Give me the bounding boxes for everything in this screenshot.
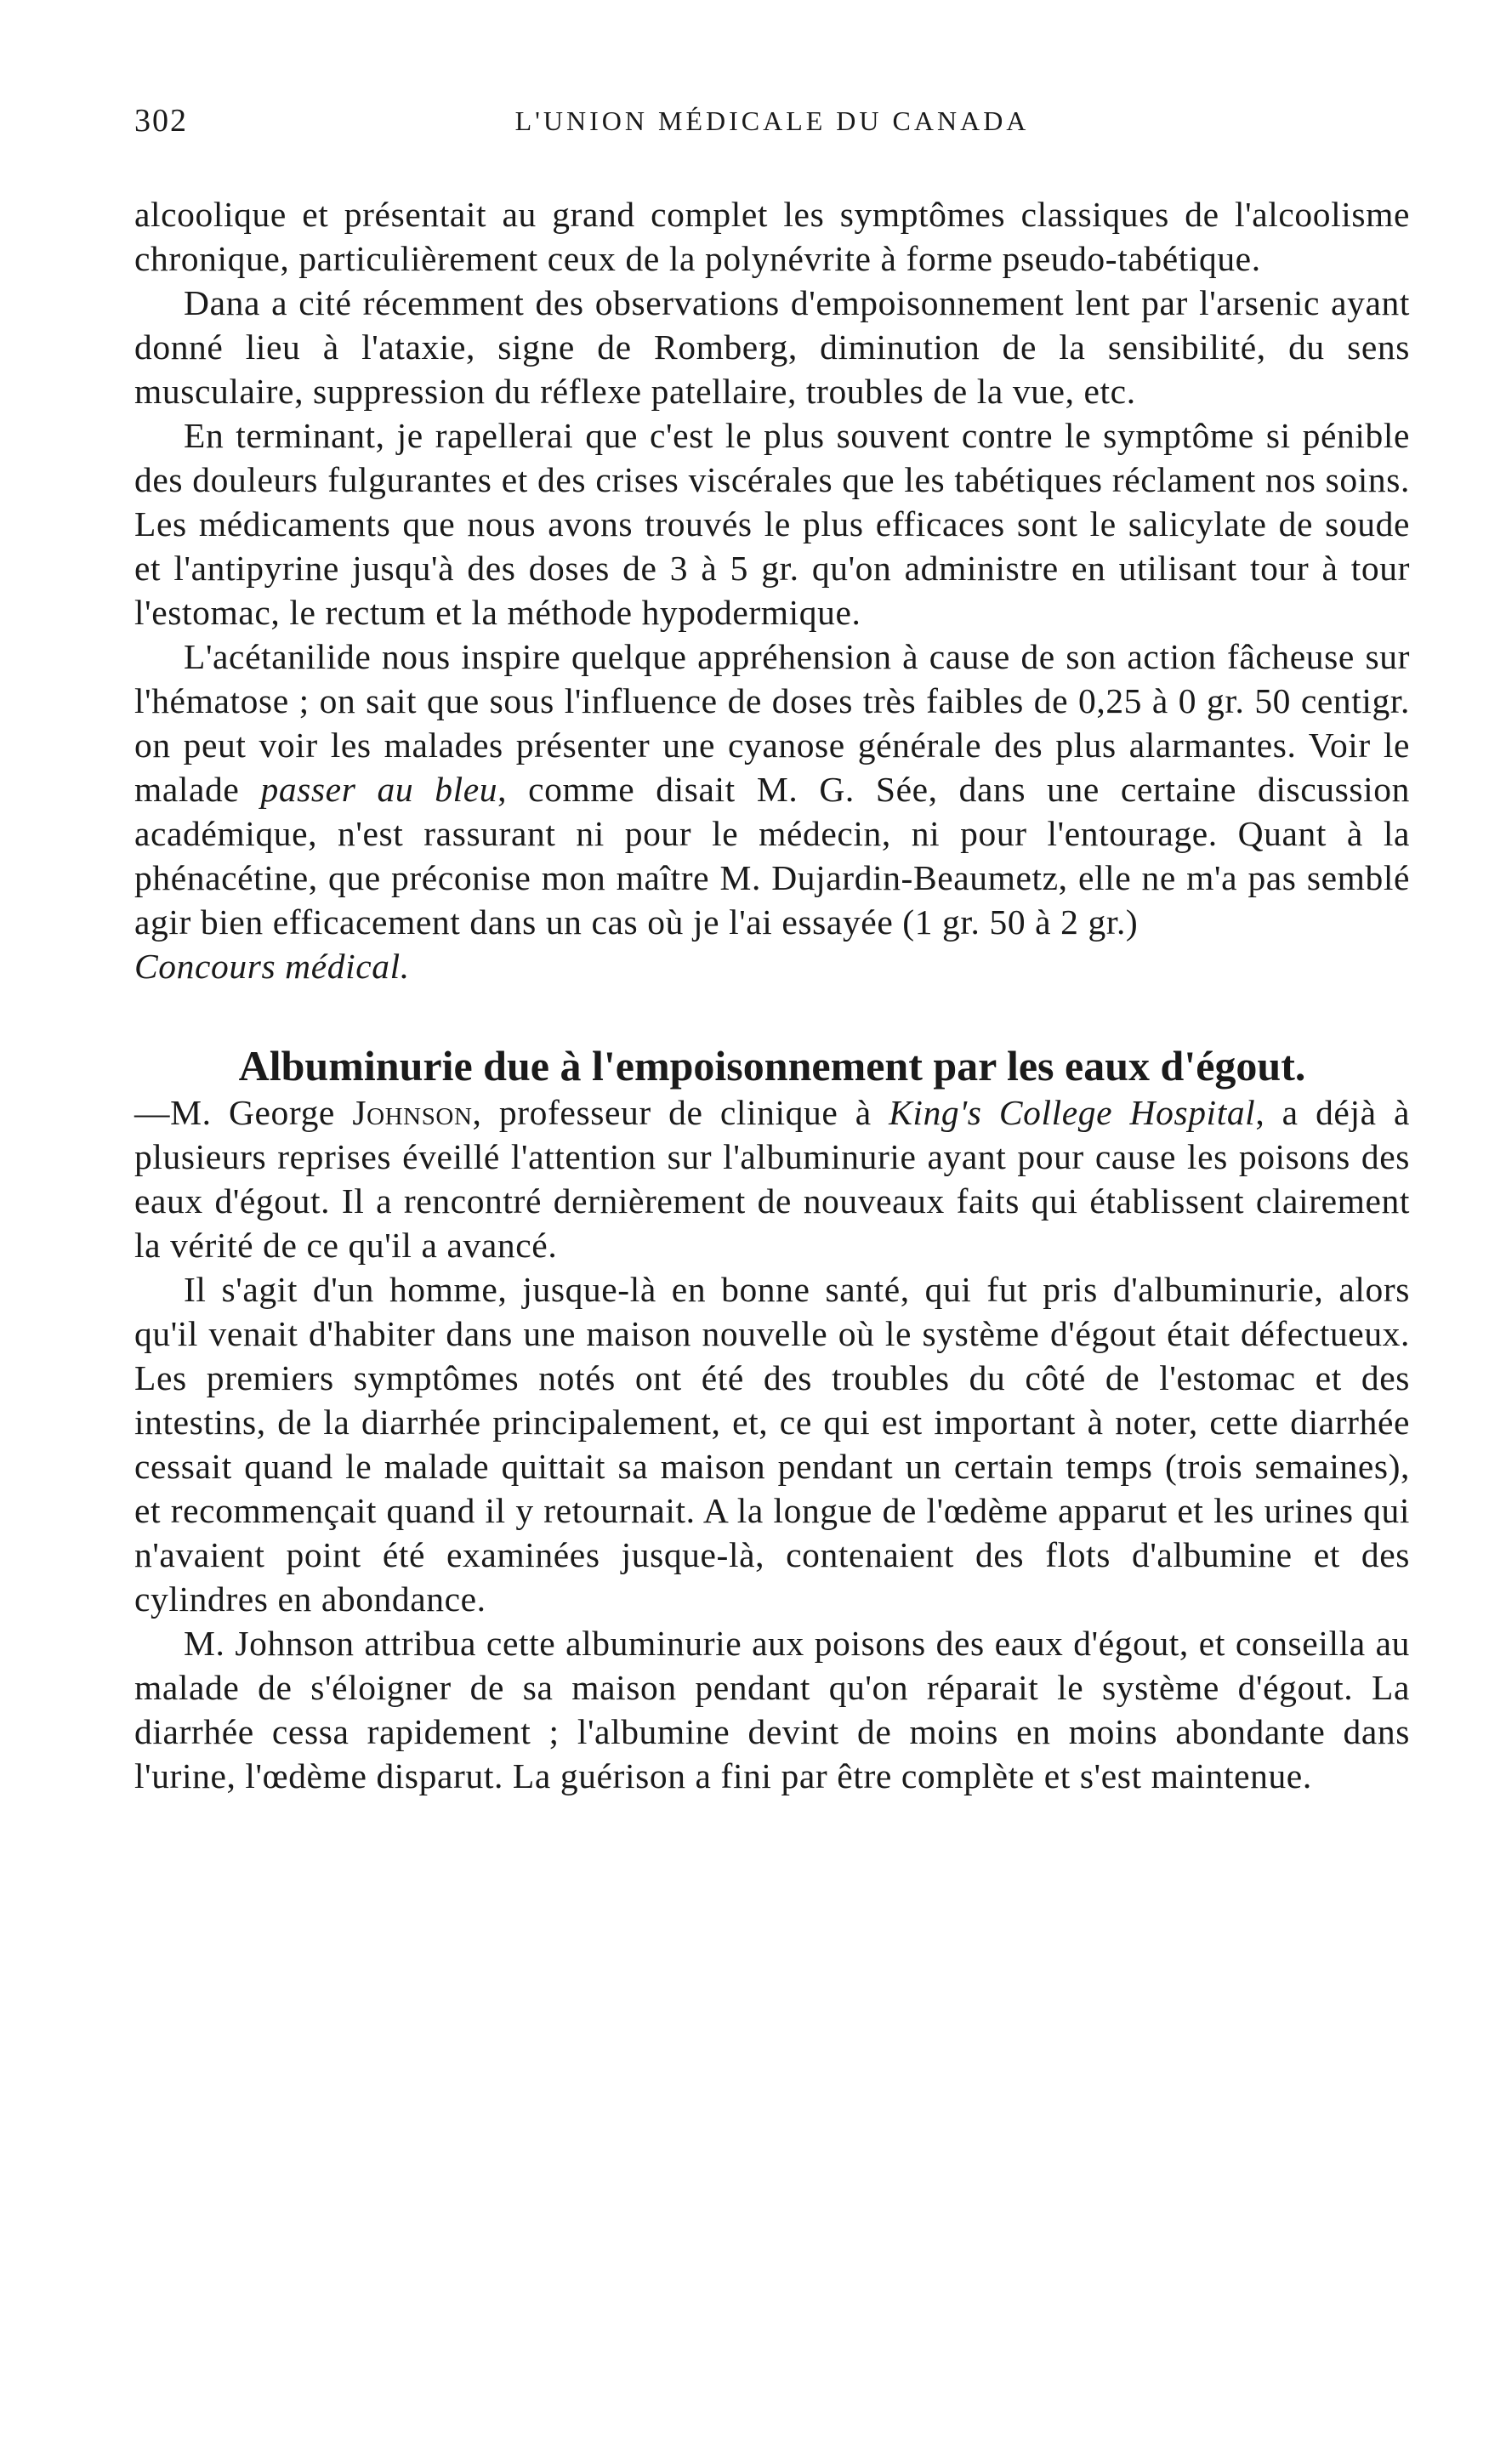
paragraph [134,1090,1410,1267]
source-signature: Concours médical. [134,947,410,986]
text-run: , comme disait M. G. Sée, dans une certaine discussion académique, n'est rassurant ni pour le médecin, ni pour l'entourage. Quant à la phénacétine, que préconise mon maître M. Dujardin-Beaumetz, elle ne m'a pas semblé agir bien efficacement dans un cas où je l'ai essayée (1 gr. 50 à 2 gr.) [134,770,1410,942]
paragraph: Dana a cité récemment des observations d'empoisonnement lent par l'arsenic ayant donné lieu à l'ataxie, signe de Romberg, diminution de la sensibilité, du sens musculaire, suppression du réflexe patellaire, troubles de la vue, etc. [134,283,1410,411]
document-page [134,102,1410,2416]
article-heading: Albuminurie due à l'empoisonnement par les eaux d'égout. [238,1042,1306,1090]
paragraph: M. Johnson attribua cette albuminurie aux poisons des eaux d'égout, et conseilla au malade de s'éloigner de sa maison pendant qu'on réparait le système d'égout. La diarrhée cessa rapidement ; l'albumine devint de moins en moins abondante dans l'urine, l'œdème disparut. La guérison a fini par être complète et s'est maintenue. [134,1624,1410,1795]
page-number: 302 [134,103,188,139]
text-run: —M. George [134,1093,353,1132]
text-run: , professeur de clinique à [472,1093,889,1132]
paragraph [134,634,1410,944]
paragraph: En terminant, je rapellerai que c'est le plus souvent contre le symptôme si pénible des douleurs fulgurantes et des crises viscérales que les tabétiques réclament nos soins. Les médicaments que nous avons trouvés le plus efficaces sont le salicylate de soude et l'antipyrine jusqu'à des doses de 3 à 5 gr. qu'on administre en utilisant tour à tour l'estomac, le rectum et la méthode hypodermique. [134,416,1410,632]
institution-name: King's College Hospital [889,1093,1256,1132]
page-header [134,102,1410,155]
author-name: Johnson [352,1093,473,1132]
paragraph: Il s'agit d'un homme, jusque-là en bonne santé, qui fut pris d'albuminurie, alors qu'il venait d'habiter dans une maison nouvelle où le système d'égout était défectueux. Les premiers symptômes notés ont été des troubles du côté de l'estomac et des intestins, de la diarrhée principalement, et, ce qui est important à noter, cette diarrhée cessait quand le malade quittait sa maison pendant un certain temps (trois semaines), et recommençait quand il y retournait. A la longue de l'œdème apparut et les urines qui n'avaient point été examinées jusque-là, contenaient des flots d'albumine et des cylindres en abondance. [134,1270,1410,1619]
italic-phrase: passer au bleu [260,770,498,809]
page-body [134,192,1410,1798]
running-title: L'UNION MÉDICALE DU CANADA [514,105,1030,136]
paragraph: alcoolique et présentait au grand complet les symptômes classiques de l'alcoolisme chronique, particulièrement ceux de la polynévrite à forme pseudo-tabétique. [134,195,1410,278]
text-run: , a déjà à plusieurs reprises éveillé l'attention sur l'albuminurie ayant pour cause les poisons des eaux d'égout. Il a rencontré dernièrement de nouveaux faits qui établissent clairement la vérité de ce qu'il a avancé. [134,1093,1410,1265]
text-run: L'acétanilide nous inspire quelque appréhension à cause de son action fâcheuse sur l'hématose ; on sait que sous l'influence de doses très faibles de 0,25 à 0 gr. 50 centigr. on peut voir les malades présenter une cyanose générale des plus alarmantes. Voir le malade [134,637,1410,809]
